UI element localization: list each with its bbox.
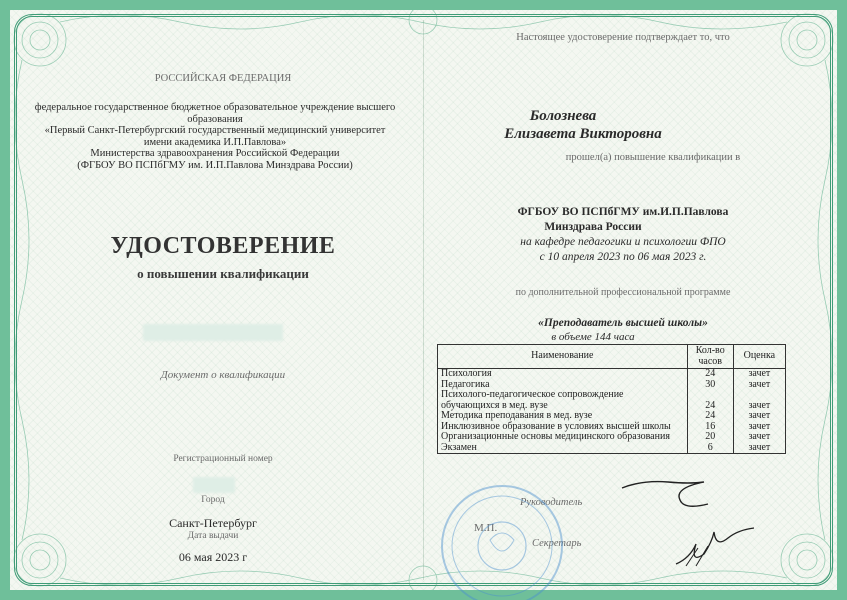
intro-text: Настоящее удостоверение подтверждает то, что [516,32,730,43]
course-hours: 6 [687,443,733,454]
course-name: Инклюзивное образование в условиях высшей школы [438,422,688,433]
course-name: Организационные основы медицинского образования [438,432,688,443]
program-volume: в объеме 144 часа [551,331,635,343]
program-name: «Преподаватель высшей школы» [538,317,708,329]
date-value: 06 мая 2023 г [178,550,248,564]
seal-stamp [432,480,572,600]
org-line-2: Минздрава России [544,221,642,233]
institution-block [24,102,406,172]
table-row [438,411,786,422]
period: с 10 апреля 2023 по 06 мая 2023 г. [539,251,707,263]
course-name: Экзамен [438,443,688,454]
fold-line [423,20,424,580]
country-heading: РОССИЙСКАЯ ФЕДЕРАЦИЯ [154,73,292,84]
table-row [438,443,786,454]
course-hours: 24 [687,369,733,380]
institution-line: федеральное государственное бюджетное образовательное учреждение высшего [34,102,396,113]
secretary-signature [672,522,762,572]
org-line-1: ФГБОУ ВО ПСПбГМУ им.И.П.Павлова [517,206,729,218]
redacted-reg-number [193,477,235,493]
institution-line: «Первый Санкт-Петербургский государственный медицинский университет [44,125,386,137]
table-header-row [438,345,786,369]
course-hours: 30 [687,380,733,391]
head-signature [618,468,728,528]
header-grade: Оценка [733,345,785,369]
header-name: Наименование [438,345,688,369]
recipient-surname: Болознева [529,108,597,124]
course-name: Психология [438,369,688,380]
institution-line: (ФГБОУ ВО ПСПбГМУ им. И.П.Павлова Минздрава России) [77,159,353,171]
table-row [438,432,786,443]
institution-line: Министерства здравоохранения Российской Федерации [90,148,340,160]
course-name: Психолого-педагогическое сопровождение обучающихся в мед. вузе [438,390,688,411]
header-hours: Кол-во часов [687,345,733,369]
course-hours: 24 [687,390,733,411]
course-grade: зачет [733,411,785,422]
document-subtitle: о повышении квалификации [137,266,309,281]
course-name: Методика преподавания в мед. вузе [438,411,688,422]
recipient-name: Елизавета Викторовна [504,126,662,142]
course-hours: 16 [687,422,733,433]
course-grade: зачет [733,443,785,454]
department: на кафедре педагогики и психологии ФПО [520,236,726,248]
course-hours: 20 [687,432,733,443]
city-label: Город [201,495,225,505]
date-label: Дата выдачи [187,531,239,541]
redacted-number [143,324,283,341]
institution-line: образования [187,113,243,125]
institution-line: имени академика И.П.Павлова» [143,136,287,148]
course-grade: зачет [733,390,785,411]
passed-text: прошел(а) повышение квалификации в [565,152,741,163]
course-hours: 24 [687,411,733,422]
secretary-label: Секретарь [532,538,582,549]
program-label: по дополнительной профессиональной программе [515,287,731,298]
courses-table [437,344,786,454]
seal-label: М.П. [474,522,498,534]
course-grade: зачет [733,422,785,433]
course-name: Педагогика [438,380,688,391]
course-grade: зачет [733,380,785,391]
head-label: Руководитель [520,497,583,508]
table-row [438,390,786,411]
course-grade: зачет [733,432,785,443]
document-title: УДОСТОВЕРЕНИЕ [110,233,336,259]
city-value: Санкт-Петербург [169,516,257,530]
reg-number-label: Регистрационный номер [173,454,273,464]
course-grade: зачет [733,369,785,380]
table-row [438,369,786,380]
doc-label: Документ о квалификации [160,369,286,381]
